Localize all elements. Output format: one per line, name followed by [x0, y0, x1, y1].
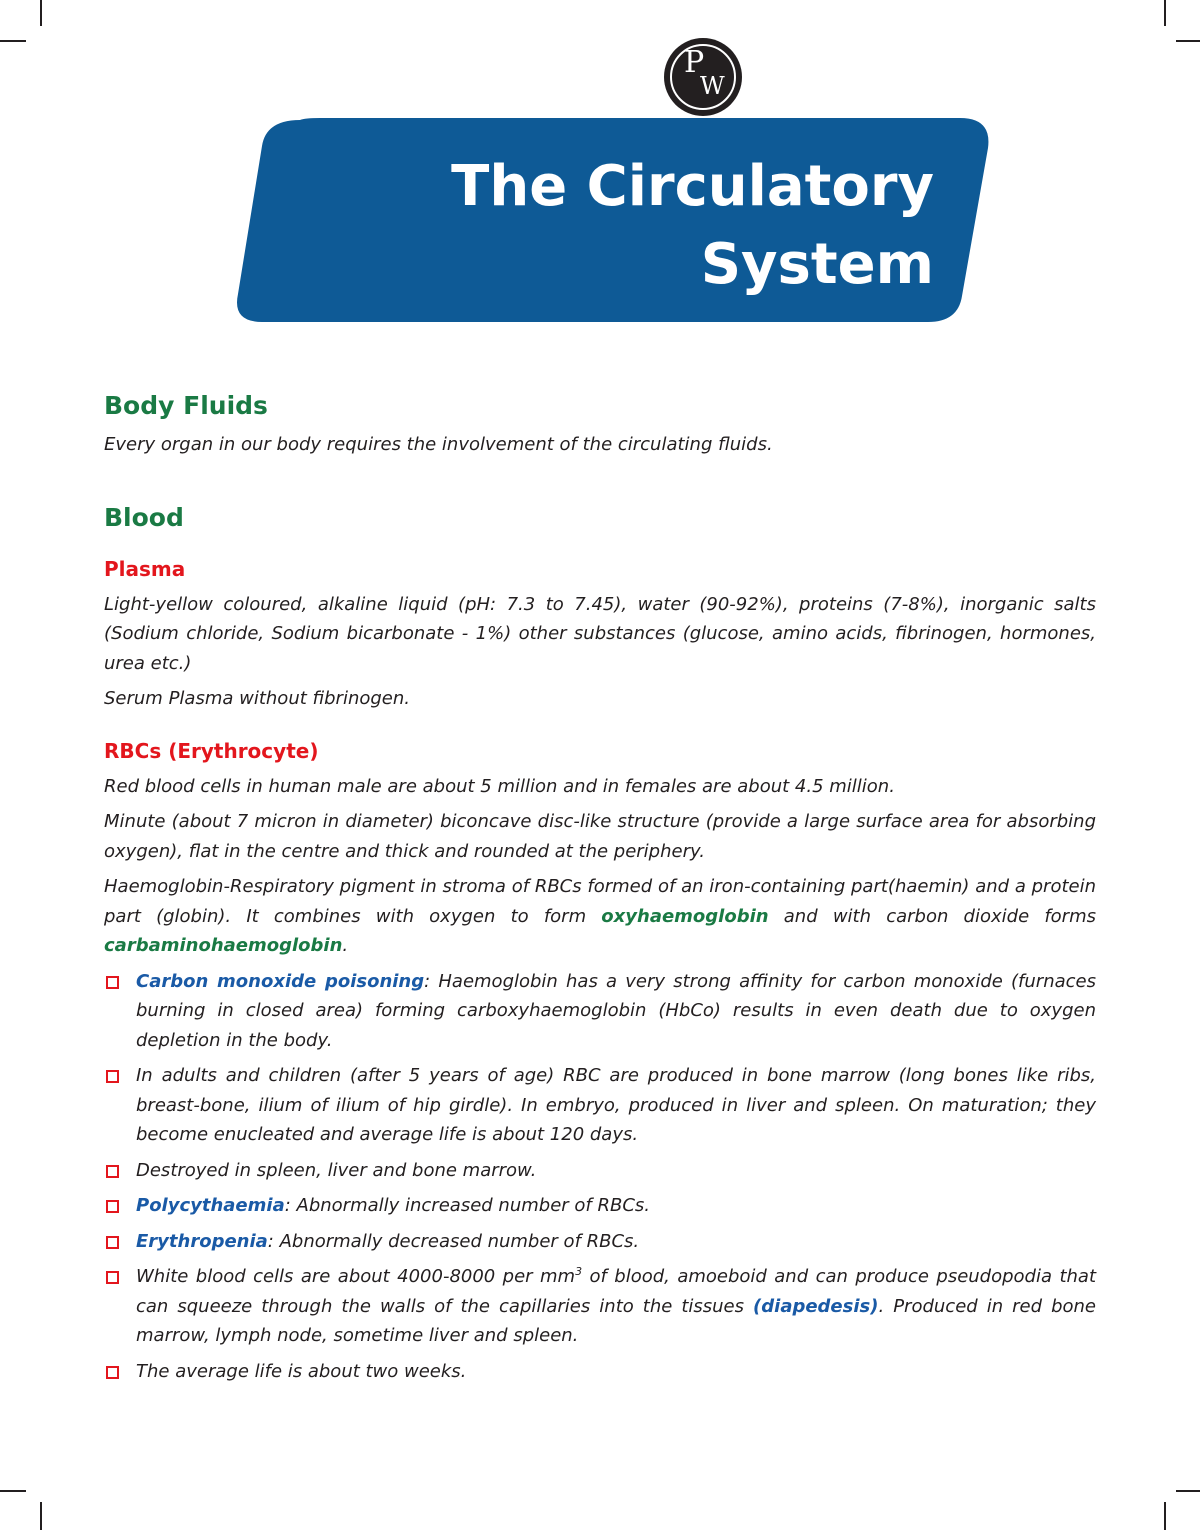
list-item — [104, 1156, 1096, 1186]
rbc-bullet-list — [104, 967, 1096, 1387]
rbc-count-text: Red blood cells in human male are about 5 million and in females are about 4.5 million. — [104, 775, 895, 797]
content — [104, 388, 1096, 1392]
logo-letter-w: W — [700, 72, 725, 100]
term-carbon-monoxide-poisoning: Carbon monoxide poisoning — [136, 970, 425, 992]
crop-mark-bottom-right-h — [1176, 1490, 1200, 1492]
bullet-box-icon — [106, 1271, 119, 1284]
list-item — [104, 1061, 1096, 1150]
title-line-1: The Circulatory — [451, 154, 934, 219]
bullet-text: : Haemoglobin has a very strong affinity for carbon monoxide (furnaces burning in closed area) forming carboxyhaemoglobin (HbCo) results in even death due to oxygen depletion in the body. — [136, 970, 1096, 1051]
bullet-text-a: White blood cells are about 4000-8000 per mm — [136, 1266, 576, 1287]
crop-mark-bottom-left-v — [40, 1502, 42, 1530]
list-item — [104, 967, 1096, 1056]
haemoglobin-text — [104, 872, 1096, 961]
term-diapedesis: (diapedesis) — [753, 1295, 879, 1317]
bullet-box-icon — [106, 1236, 119, 1249]
crop-mark-bottom-left-h — [0, 1490, 26, 1492]
bullet-text: : Abnormally decreased number of RBCs. — [267, 1230, 640, 1252]
heading-plasma: Plasma — [104, 556, 186, 581]
term-carbaminohaemoglobin: carbaminohaemoglobin — [104, 935, 343, 956]
superscript-3: 3 — [575, 1265, 583, 1278]
logo-letter-p: P — [684, 45, 705, 80]
bullet-text-c: . Produced in red bone marrow, lymph node, sometime liver and spleen. — [136, 1295, 1096, 1346]
heading-rbcs: RBCs (Erythrocyte) — [104, 738, 319, 763]
bullet-box-icon — [106, 1366, 119, 1379]
list-item — [104, 1357, 1096, 1387]
bullet-box-icon — [106, 976, 119, 989]
haemoglobin-text-b: and with carbon dioxide forms — [768, 905, 1096, 927]
bullet-text: In adults and children (after 5 years of age) RBC are produced in bone marrow (long bones like ribs, breast-bone, ilium of ilium of hip girdle). In embryo, produced in liver and spleen. On maturation; they become enucleated and average life is about 120 days. — [136, 1065, 1096, 1145]
bullet-text: Destroyed in spleen, liver and bone marrow. — [136, 1159, 537, 1181]
haemoglobin-text-c: . — [342, 935, 349, 956]
title-line-2: System — [700, 232, 934, 297]
page-title — [451, 148, 934, 304]
plasma-text: Light-yellow coloured, alkaline liquid (pH: 7.3 to 7.45), water (90-92%), proteins (7-8%), inorganic salts (Sodium chloride, Sodium bicarbonate - 1%) other substances (glucose, amino acids, fibrinogen, hormones, urea etc.) — [104, 593, 1096, 674]
bullet-text: The average life is about two weeks. — [136, 1360, 467, 1382]
term-erythropenia: Erythropenia — [136, 1230, 268, 1252]
rbc-structure-text: Minute (about 7 micron in diameter) biconcave disc-like structure (provide a large surface area for absorbing oxygen), flat in the centre and thick and rounded at the periphery. — [104, 811, 1096, 862]
list-item — [104, 1191, 1096, 1221]
haemoglobin-text-a: Haemoglobin-Respiratory pigment in stroma of RBCs formed of an iron-containing part(haemin) and a protein part (globin). It combines with oxygen to form — [104, 876, 1096, 927]
crop-mark-bottom-right-v — [1164, 1502, 1166, 1530]
body-fluids-text: Every organ in our body requires the involvement of the circulating fluids. — [104, 434, 773, 455]
bullet-text-b: of blood, amoeboid and can produce pseudopodia that can squeeze through the walls of the capillaries into the tissues — [136, 1266, 1096, 1317]
heading-blood: Blood — [104, 502, 184, 532]
serum-text: Serum Plasma without fibrinogen. — [104, 688, 411, 709]
term-oxyhaemoglobin: oxyhaemoglobin — [601, 905, 769, 927]
bullet-text: : Abnormally increased number of RBCs. — [284, 1195, 650, 1216]
heading-body-fluids: Body Fluids — [104, 391, 268, 420]
term-polycythaemia: Polycythaemia — [136, 1195, 285, 1216]
bullet-box-icon — [106, 1070, 119, 1083]
bullet-box-icon — [106, 1165, 119, 1178]
bullet-box-icon — [106, 1200, 119, 1213]
list-item — [104, 1262, 1096, 1351]
list-item — [104, 1227, 1096, 1257]
